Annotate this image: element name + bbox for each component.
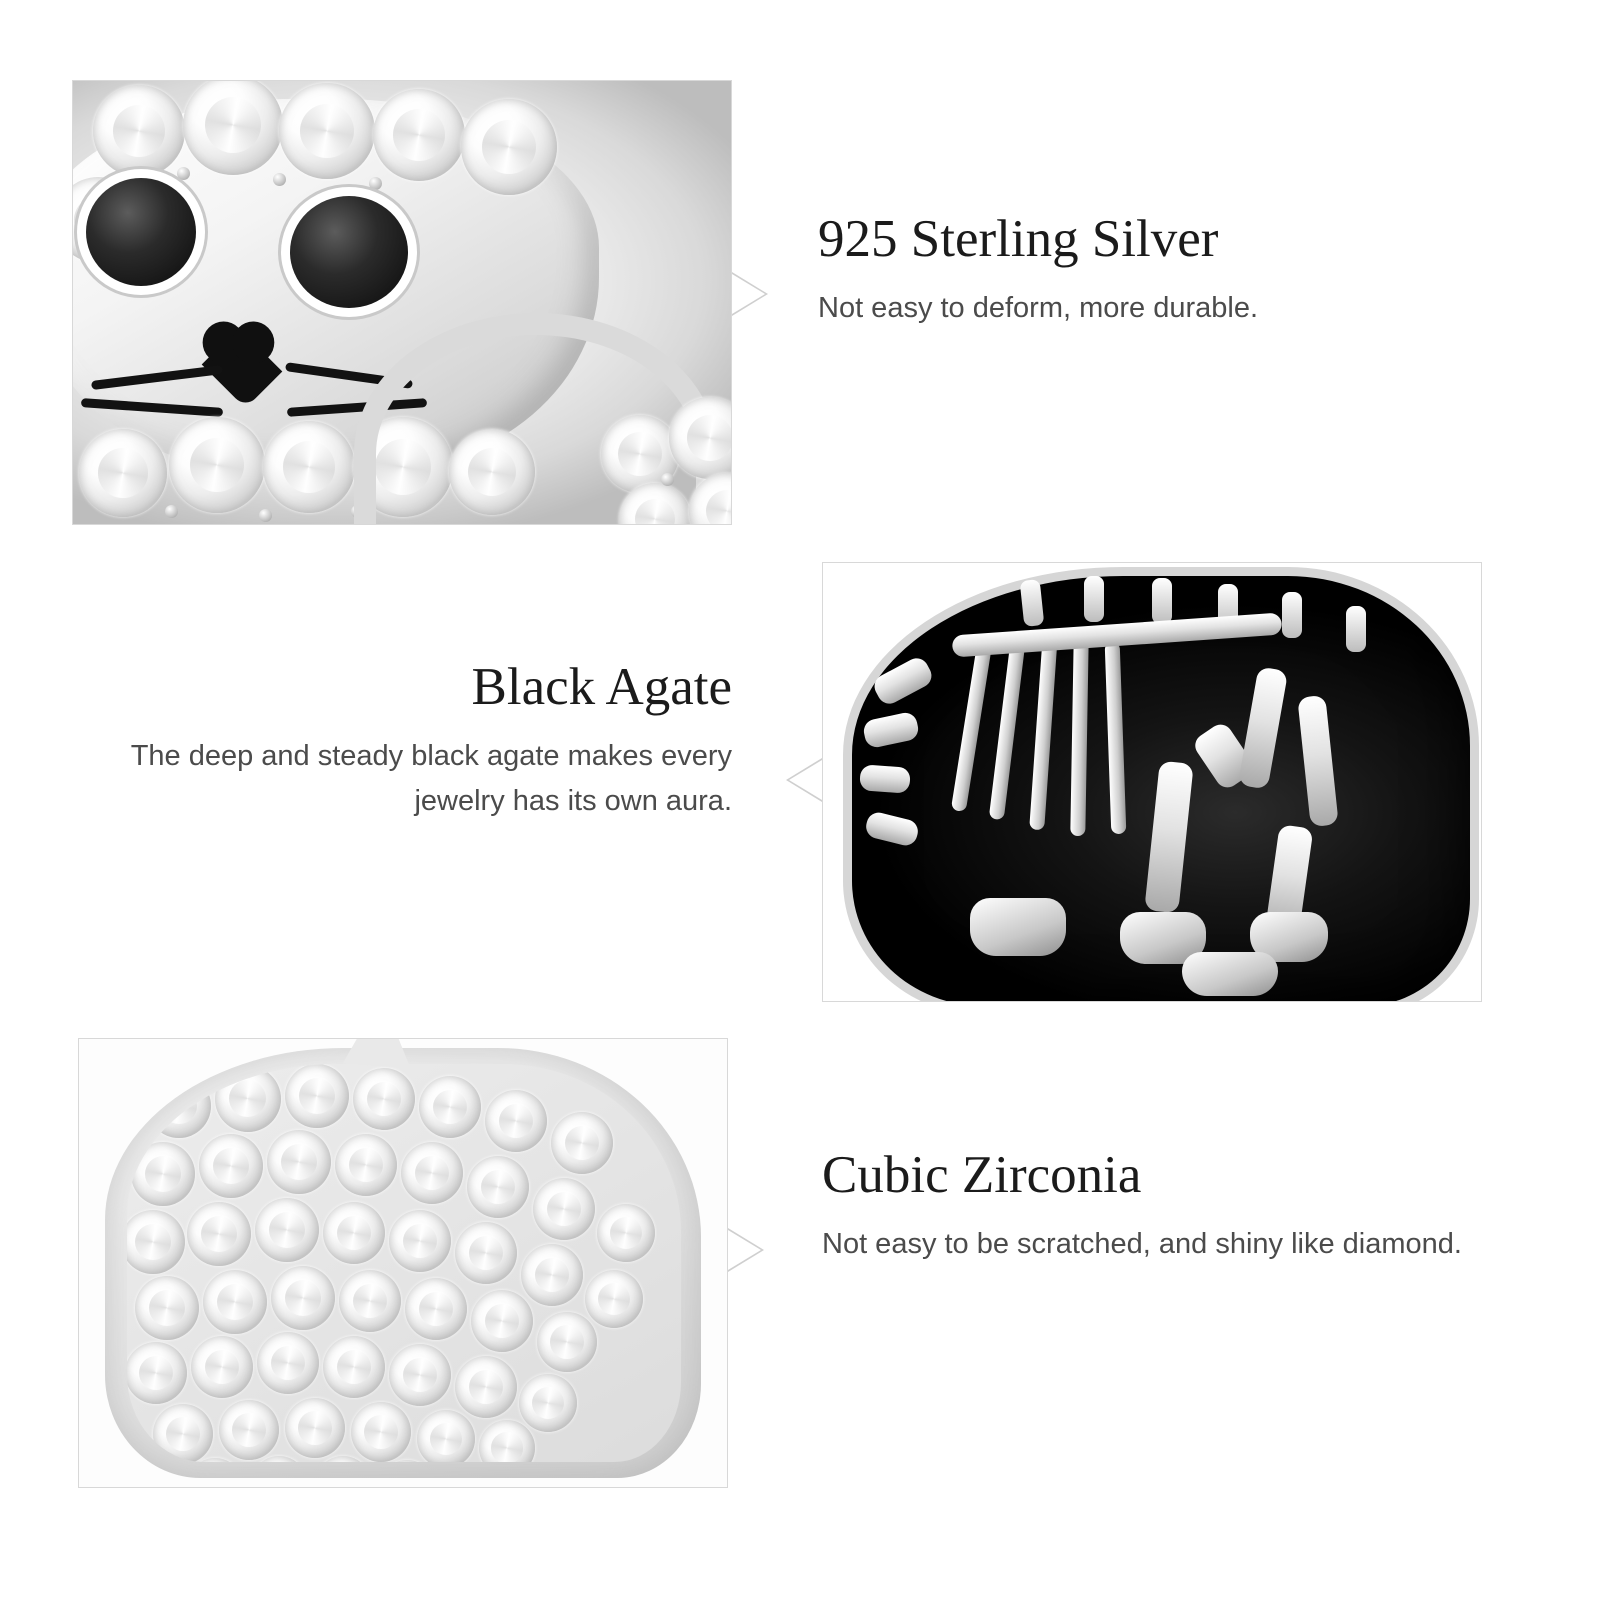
prong [259,509,272,522]
feature-text-sterling-silver [818,212,1518,331]
feature-text-black-agate [72,660,732,824]
pave-cubic-zirconia-cat-photo [78,1038,728,1488]
stone [127,1342,187,1404]
feature-title: Cubic Zirconia [822,1146,1142,1204]
stone [417,1410,475,1462]
stone [485,1090,547,1152]
pointer-cubic-zirconia [728,1228,764,1272]
stone [585,1270,643,1328]
cat-ear [343,1038,416,1068]
bone [1282,592,1302,638]
rib-bone [1104,642,1126,834]
agate-cat-body [843,567,1480,1002]
stone [471,1290,533,1352]
bone [1152,578,1172,624]
stone [455,1222,517,1284]
stone [169,417,265,513]
feature-text-cubic-zirconia [822,1148,1502,1267]
paw-bone [970,898,1066,956]
stone [135,1276,199,1340]
stone [263,421,355,513]
prong [369,177,382,190]
feature-description: Not easy to be scratched, and shiny like diamond. [822,1227,1462,1260]
bone [863,810,920,848]
stone [519,1374,577,1432]
prong [661,473,674,486]
stone [153,1404,213,1462]
rib-bone [951,642,992,812]
stone [271,1266,335,1330]
black-agate-skeleton-cat-photo [822,562,1482,1002]
stone [353,1068,415,1130]
stone [267,1130,331,1194]
bone [859,765,911,794]
stone [323,1202,385,1264]
stone [351,1402,411,1462]
stone [373,89,465,181]
stone [279,83,375,179]
stone [219,1400,279,1460]
stone [199,1134,263,1198]
stone [335,1134,397,1196]
stone [479,1420,535,1462]
stone [147,1074,211,1138]
cat-face-closeup-photo [72,80,732,525]
stone [401,1142,463,1204]
stone [127,1210,185,1274]
paw-bone [1182,952,1278,996]
stone [215,1066,281,1132]
cz-cat-body [105,1048,701,1478]
prong [177,167,190,180]
feature-title: Black Agate [471,658,732,716]
rib-bone [988,634,1026,820]
feature-title: 925 Sterling Silver [818,210,1219,268]
stone [285,1398,345,1458]
stone [389,1344,451,1406]
stone [533,1178,595,1240]
stone [537,1312,597,1372]
bone [1019,579,1044,627]
bone [1084,576,1104,622]
stone [597,1204,655,1262]
rib-bone [1070,638,1088,836]
stone [255,1198,319,1262]
leg-bone [1144,761,1193,914]
stone [339,1270,401,1332]
stone [389,1210,451,1272]
stone [131,1142,195,1206]
stone [93,85,185,177]
leg-bone [1297,695,1338,827]
stone [285,1064,349,1128]
stone [187,1202,251,1266]
stone [521,1244,583,1306]
stone [461,99,557,195]
pointer-sterling-silver [732,272,768,316]
cz-pave-field [127,1064,681,1462]
feature-description: Not easy to deform, more durable. [818,291,1259,324]
bone [1346,606,1366,652]
stone [203,1270,267,1334]
stone [551,1112,613,1174]
prong [273,173,286,186]
bone [861,711,920,750]
stone [257,1332,319,1394]
cat-right-eye [290,196,408,308]
stone [455,1356,517,1418]
rib-bone [1029,634,1058,831]
stone [405,1278,467,1340]
stone [323,1336,385,1398]
leg-bone [1238,667,1288,790]
stone [467,1156,529,1218]
stone [191,1336,253,1398]
prong [165,505,178,518]
stone [79,429,167,517]
stone [315,1456,371,1462]
bone [870,655,935,709]
pointer-black-agate [786,758,822,802]
feature-description: The deep and steady black agate makes every jewelry has its own aura. [130,739,732,817]
stone [419,1076,481,1138]
cat-left-eye [86,178,196,286]
